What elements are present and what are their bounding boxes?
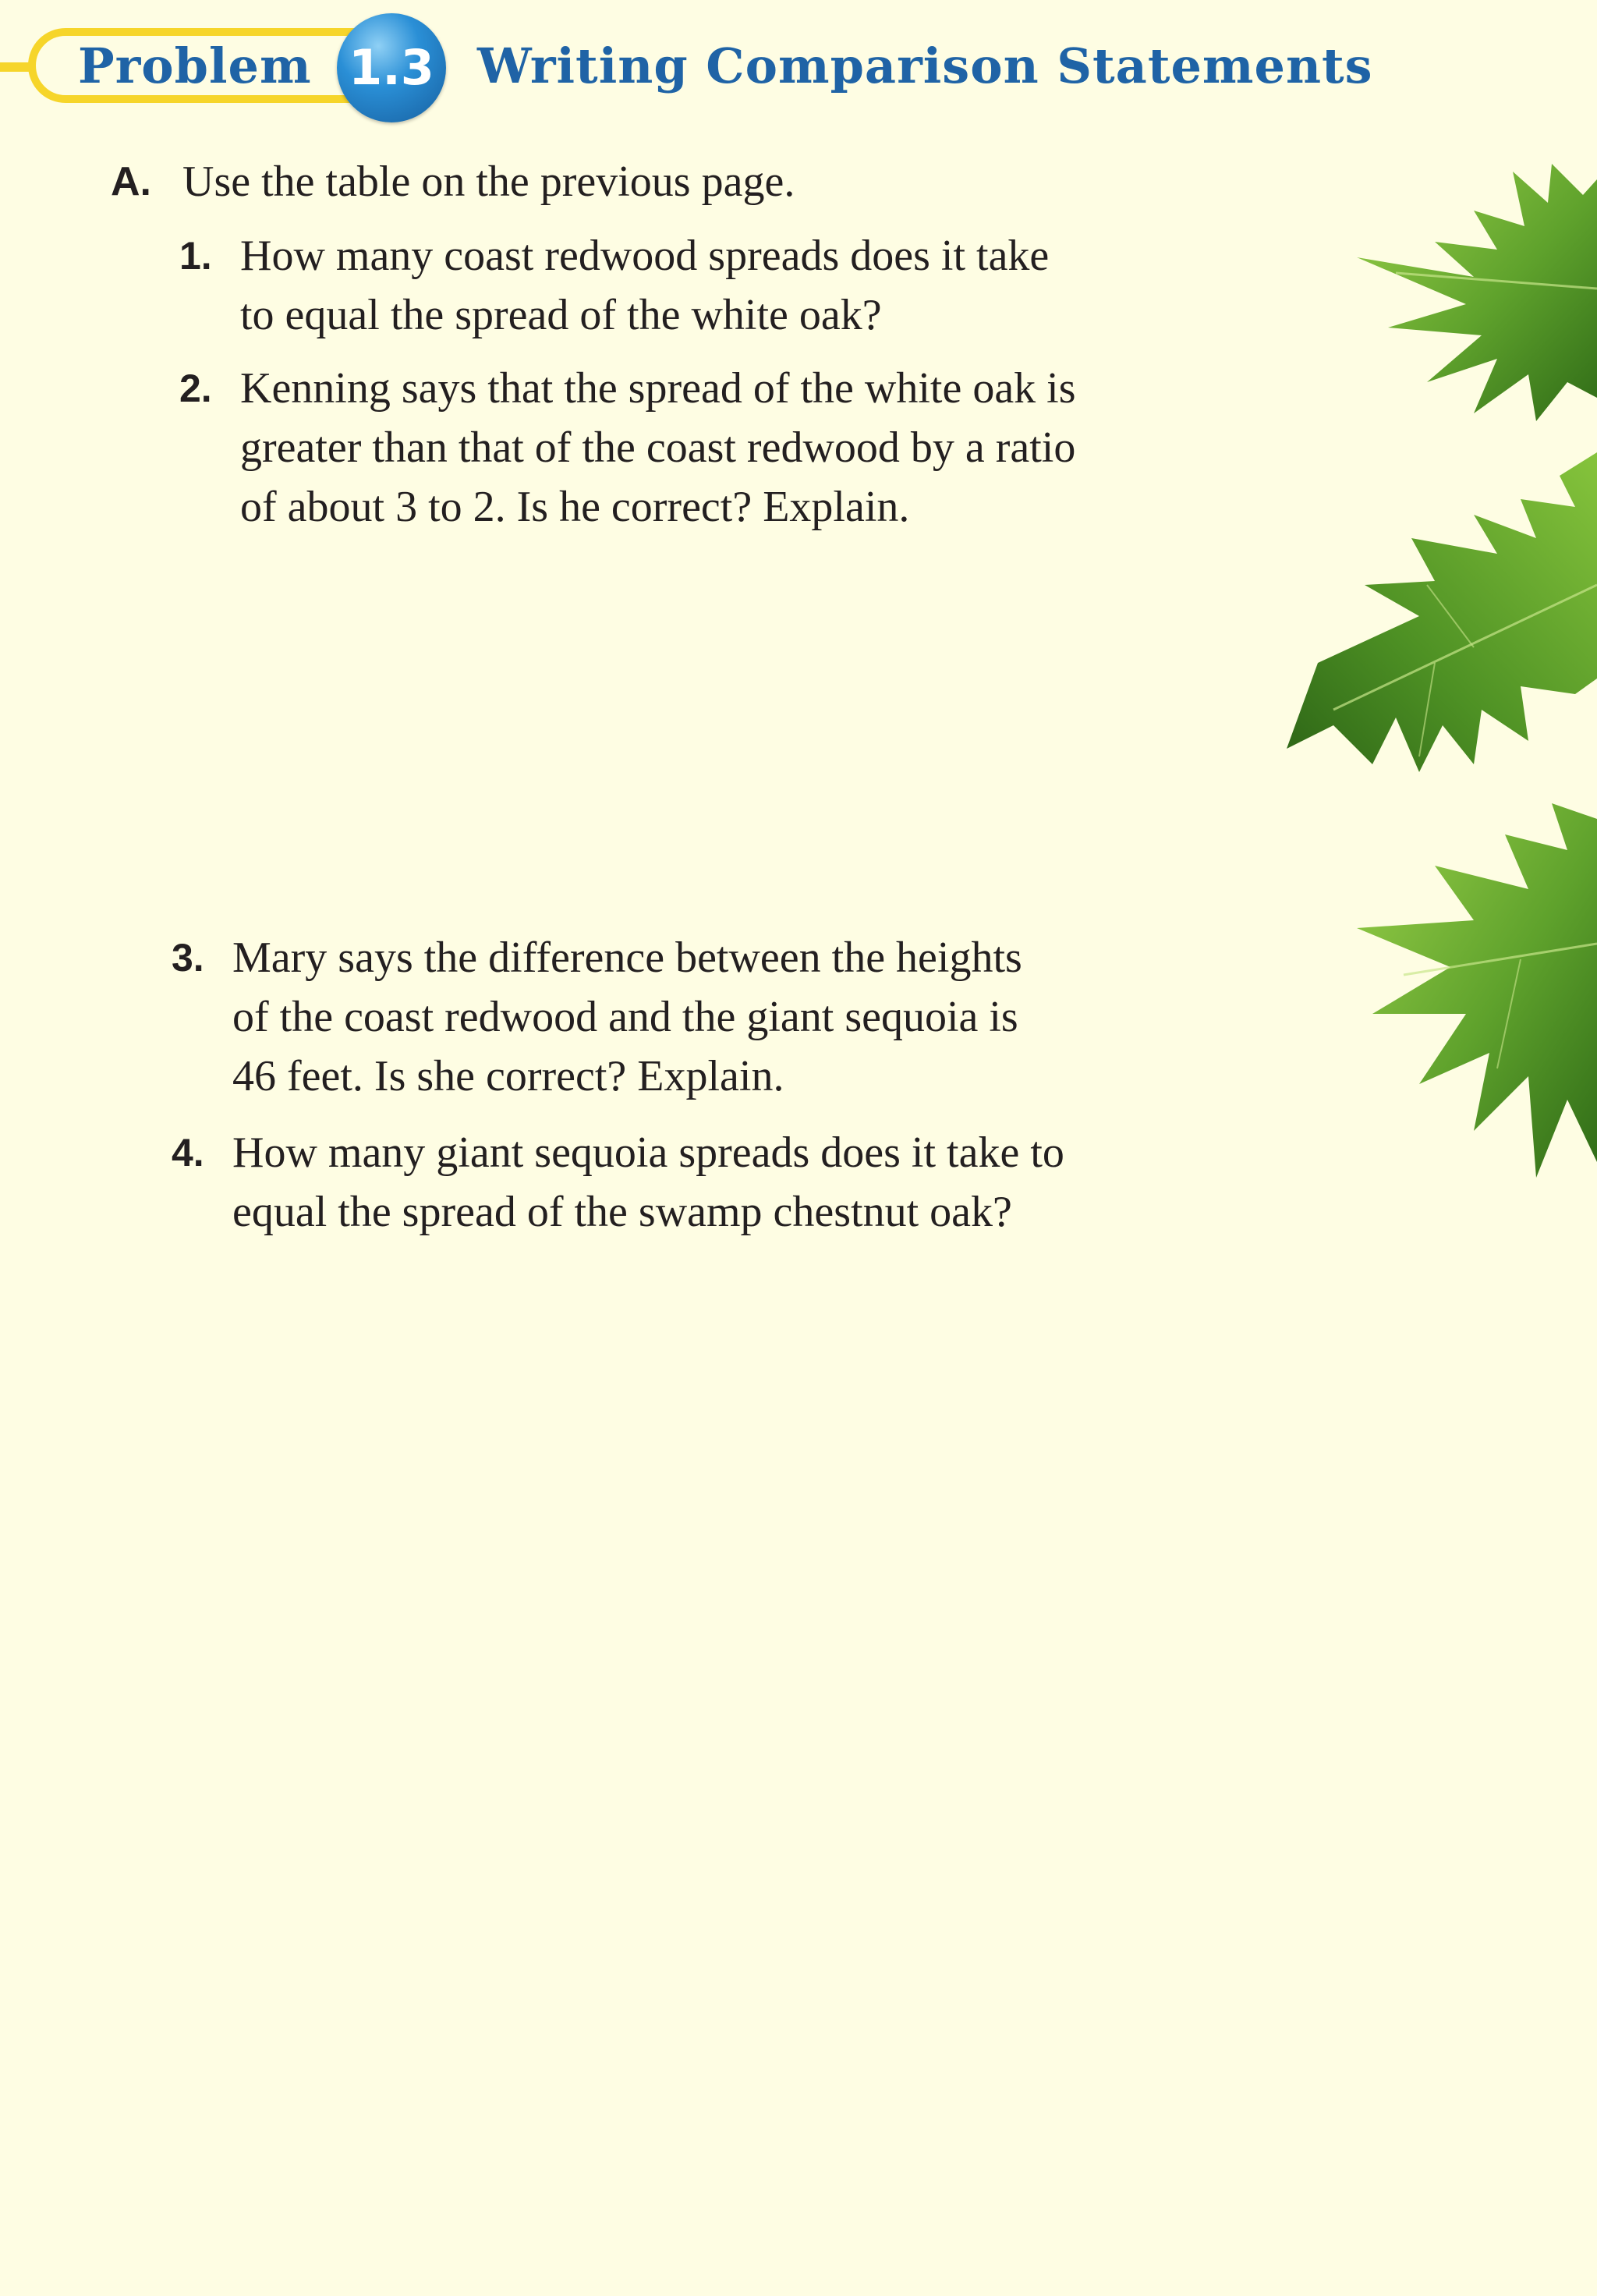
question-text xyxy=(240,226,1049,345)
question-line: Kenning says that the spread of the white oak is xyxy=(240,364,1076,413)
question-number: 1. xyxy=(179,234,212,278)
oak-leaf xyxy=(1287,452,1597,772)
part-intro: Use the table on the previous page. xyxy=(182,158,795,206)
question-text xyxy=(232,928,1022,1106)
oak-leaf xyxy=(1357,803,1597,1178)
question-line: Mary says the difference between the heights xyxy=(232,934,1022,982)
question-text xyxy=(240,359,1076,537)
question-text xyxy=(232,1123,1064,1242)
problem-label: Problem xyxy=(78,37,312,94)
question-line: of about 3 to 2. Is he correct? Explain. xyxy=(240,483,910,531)
question-line: to equal the spread of the white oak? xyxy=(240,291,882,339)
oak-leaf xyxy=(1357,164,1597,421)
question-line: equal the spread of the swamp chestnut oak? xyxy=(232,1188,1012,1236)
question-line: How many coast redwood spreads does it take xyxy=(240,232,1050,280)
oak-leaves-icon xyxy=(1240,148,1597,1201)
question-number: 3. xyxy=(172,936,204,980)
question-line: 46 feet. Is she correct? Explain. xyxy=(232,1052,784,1100)
part-letter: A. xyxy=(111,159,151,204)
problem-number-badge: 1.3 xyxy=(337,13,446,122)
question-line: of the coast redwood and the giant sequoia is xyxy=(232,993,1018,1041)
question-line: greater than that of the coast redwood by a ratio xyxy=(240,423,1076,472)
problem-title: Writing Comparison Statements xyxy=(477,37,1373,94)
question-number: 2. xyxy=(179,367,212,410)
question-number: 4. xyxy=(172,1131,204,1175)
question-line: How many giant sequoia spreads does it take to xyxy=(232,1129,1064,1177)
